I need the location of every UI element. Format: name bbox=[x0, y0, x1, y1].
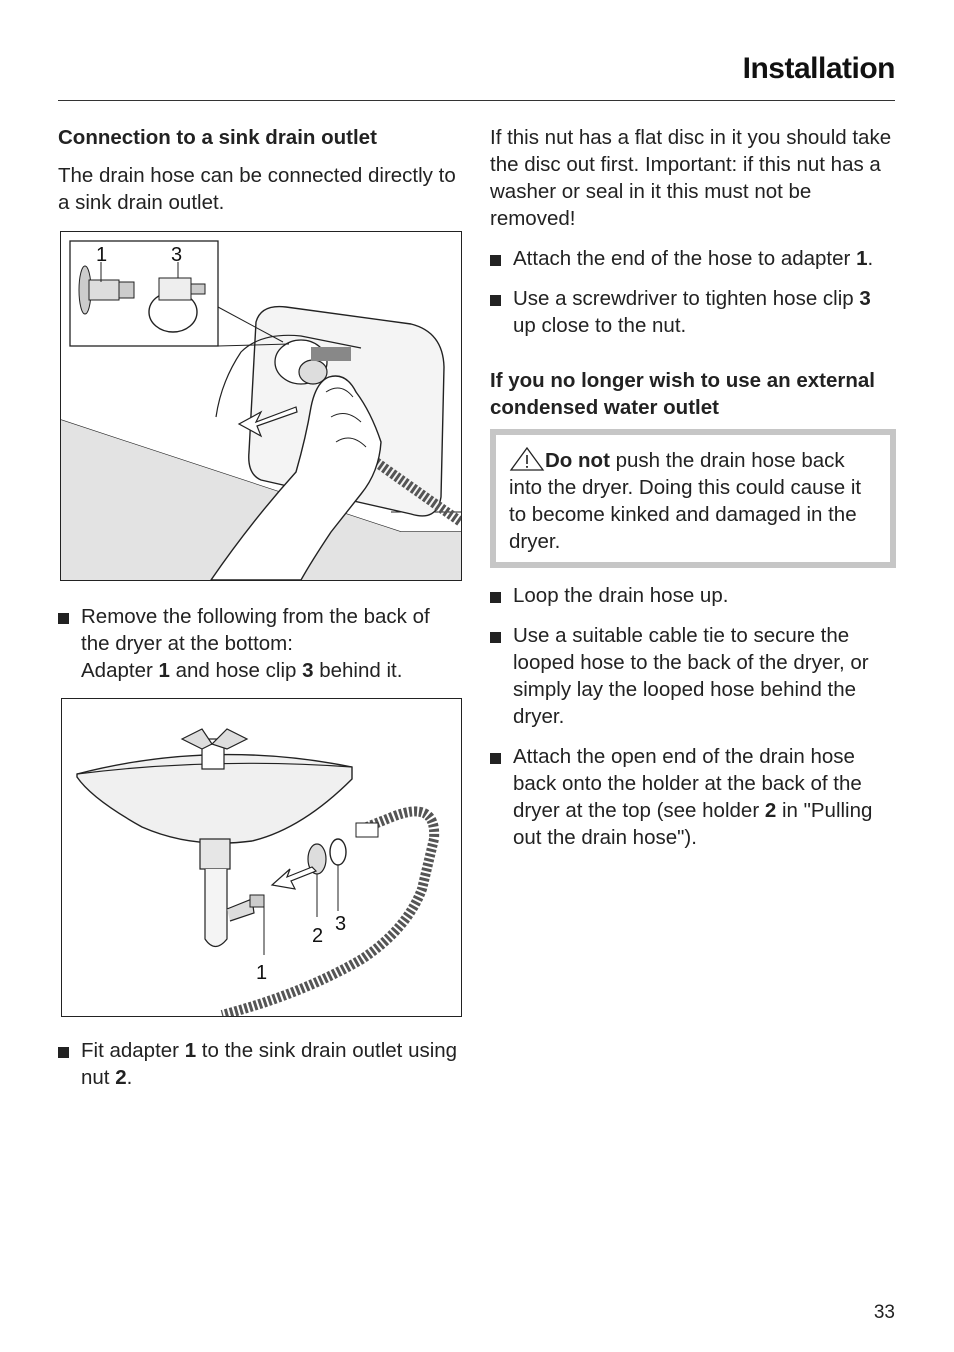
left-column bbox=[58, 124, 463, 216]
list-item bbox=[490, 285, 896, 339]
figure2-label-clip: 3 bbox=[335, 913, 347, 935]
sink-drain-illustration bbox=[62, 699, 461, 1016]
bullet-text: Loop the drain hose up. bbox=[513, 584, 729, 607]
bold-ref: 1 bbox=[184, 1039, 197, 1062]
bold-ref: 1 bbox=[856, 247, 868, 270]
bullet-text: and hose clip bbox=[169, 659, 303, 682]
bold-ref: 2 bbox=[115, 1066, 127, 1089]
warning-triangle-icon bbox=[509, 446, 545, 472]
page-title: Installation bbox=[742, 52, 895, 85]
bullet-text: . bbox=[867, 247, 874, 270]
bullet-text: up close to the nut. bbox=[513, 314, 687, 337]
bullet-text: Use a suitable cable tie to secure the looped hose to the back of the dryer, or simply lay the looped hose behind the dryer. bbox=[513, 624, 869, 728]
page-number: 33 bbox=[873, 1302, 895, 1323]
bullet-text: in "Pulling out the drain hose"). bbox=[513, 799, 873, 849]
right-column bbox=[490, 124, 896, 851]
warning-text: push the drain hose back into the dryer. Doing this could cause it to become kinked and damaged in the dryer. bbox=[509, 449, 862, 553]
header-rule bbox=[58, 100, 895, 101]
intro-paragraph: The drain hose can be connected directly to a sink drain outlet. bbox=[58, 164, 456, 214]
list-item bbox=[490, 245, 896, 272]
bullet-text: Use a screwdriver to tighten hose clip bbox=[513, 287, 860, 310]
bullet-text: Attach the open end of the drain hose back onto the holder at the back of the dryer at the top (see holder bbox=[513, 745, 862, 822]
figure2-label-adapter: 1 bbox=[256, 962, 268, 984]
bold-ref: 3 bbox=[302, 659, 314, 682]
left-bullet-2 bbox=[58, 1037, 458, 1091]
figure1-label-clip: 3 bbox=[171, 244, 183, 266]
warning-emphasis: Do not bbox=[545, 449, 610, 472]
bullet-text: . bbox=[126, 1066, 133, 1089]
bold-ref: 2 bbox=[764, 799, 777, 822]
figure-dryer-back bbox=[60, 231, 462, 581]
subsection-heading: If you no longer wish to use an external condensed water outlet bbox=[490, 369, 876, 419]
bold-ref: 3 bbox=[859, 287, 871, 310]
bullet-text: Remove the following from the back of the dryer at the bottom: bbox=[81, 605, 430, 655]
list-item bbox=[490, 622, 896, 730]
right-intro-paragraph: If this nut has a flat disc in it you should take the disc out first. Important: if this nut has a washer or seal in it this must not be removed! bbox=[490, 126, 892, 230]
list-item bbox=[490, 582, 896, 609]
section-heading: Connection to a sink drain outlet bbox=[58, 126, 377, 149]
figure1-label-adapter: 1 bbox=[96, 244, 108, 266]
warning-box bbox=[490, 429, 896, 568]
bold-ref: 1 bbox=[158, 659, 170, 682]
list-item bbox=[58, 1037, 458, 1091]
dryer-back-illustration bbox=[61, 232, 461, 580]
bullet-text: Attach the end of the hose to adapter bbox=[513, 247, 857, 270]
bullet-text: to the sink drain outlet using nut bbox=[81, 1039, 458, 1089]
figure2-label-nut: 2 bbox=[312, 925, 324, 947]
bullet-text: Adapter bbox=[81, 659, 159, 682]
figure-sink-drain bbox=[61, 698, 462, 1017]
bullet-text: Fit adapter bbox=[81, 1039, 185, 1062]
left-bullet-1 bbox=[58, 603, 458, 684]
list-item bbox=[490, 743, 896, 851]
list-item bbox=[58, 603, 458, 684]
bullet-text: behind it. bbox=[313, 659, 403, 682]
